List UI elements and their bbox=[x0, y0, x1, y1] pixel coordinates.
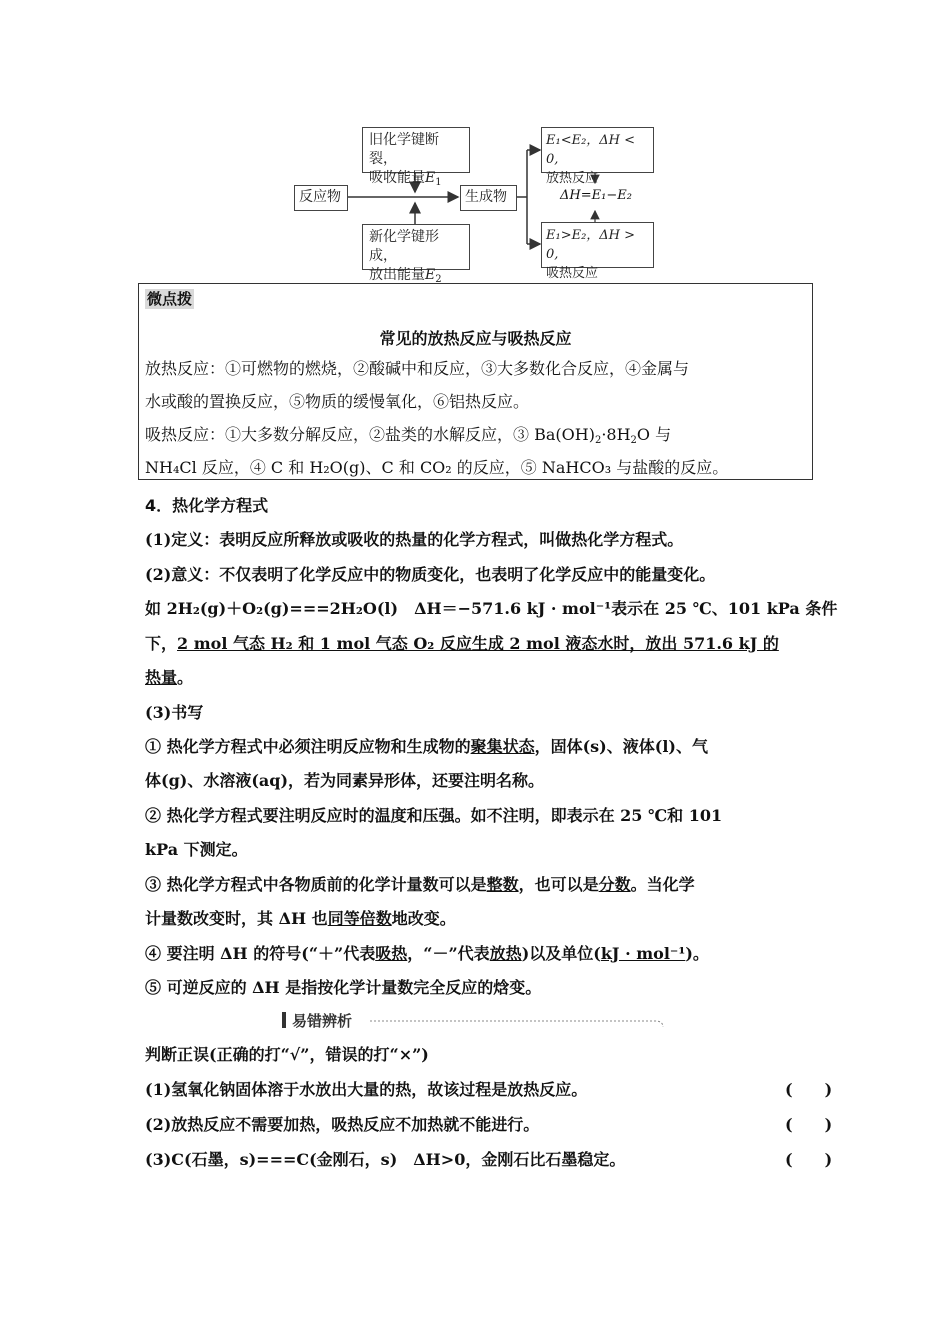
reactant-label: 反应物 bbox=[299, 189, 341, 205]
banner-bar-icon bbox=[282, 1012, 286, 1028]
error-item-2: (2)放热反应不需要加热，吸热反应不加热就不能进行。 bbox=[145, 1115, 540, 1134]
rule3-line1: ③ 热化学方程式中各物质前的化学计量数可以是整数，也可以是分数。当化学 bbox=[145, 875, 695, 894]
answer-blank-2: ( ) bbox=[785, 1115, 833, 1134]
form-bonds-line1: 新化学键形成， bbox=[369, 229, 439, 264]
tip-box bbox=[138, 283, 813, 480]
e2-sub: 2 bbox=[435, 274, 442, 285]
rule1-line2: 体(g)、水溶液(aq)，若为同素异形体，还要注明名称。 bbox=[145, 771, 545, 790]
rule1-line1: ① 热化学方程式中必须注明反应物和生成物的聚集状态，固体(s)、液体(l)、气 bbox=[145, 737, 708, 756]
form-bonds-line2: 放出能量 bbox=[369, 267, 425, 283]
tip-endo-line1: 吸热反应：①大多数分解反应，②盐类的水解反应，③ $Ba(OH)_2\cdot 8H_2O$ 与 bbox=[145, 425, 672, 446]
definition-line: (1)定义：表明反应所释放或吸收的热量的化学方程式，叫做热化学方程式。 bbox=[145, 530, 684, 549]
example-line2: 下，2 mol 气态 H₂ 和 1 mol 气态 O₂ 反应生成 2 mol 液态水时，放出 571.6 kJ 的 bbox=[145, 634, 779, 653]
answer-blank-1: ( ) bbox=[785, 1080, 833, 1099]
exo-condition: E₁<E₂，ΔH < 0, bbox=[546, 133, 636, 167]
break-bonds-line1: 旧化学键断裂， bbox=[369, 132, 439, 167]
banner-title: 易错辨析 bbox=[292, 1012, 353, 1030]
endo-condition: E₁>E₂，ΔH > 0, bbox=[546, 228, 636, 262]
form-bonds-box bbox=[362, 224, 470, 285]
tip-exo-line2: 水或酸的置换反应，⑤物质的缓慢氧化，⑥铝热反应。 bbox=[145, 392, 530, 411]
exo-label: 放热反应 bbox=[546, 171, 599, 186]
break-bonds-box bbox=[362, 127, 470, 188]
error-instruction: 判断正误(正确的打“√”，错误的打“×”) bbox=[145, 1045, 429, 1064]
rule4-line: ④ 要注明 ΔH 的符号(“＋”代表吸热，“－”代表放热)以及单位(kJ · mol⁻¹)。 bbox=[145, 944, 709, 963]
rule2-line2: kPa 下测定。 bbox=[145, 840, 248, 859]
tip-exo-line1: 放热反应：①可燃物的燃烧，②酸碱中和反应，③大多数化合反应，④金属与 bbox=[145, 359, 690, 378]
rule2-line1: ② 热化学方程式要注明反应时的温度和压强。如不注明，即表示在 25 ℃和 101 bbox=[145, 806, 723, 825]
endothermic-box bbox=[541, 222, 654, 281]
banner-dotted-line bbox=[370, 1012, 670, 1030]
tip-tag: 微点拨 bbox=[147, 290, 193, 308]
rule5-line: ⑤ 可逆反应的 ΔH 是指按化学计量数完全反应的焓变。 bbox=[145, 978, 542, 997]
tip-endo-line2: NH₄Cl 反应，④ C 和 H₂O(g)、C 和 CO₂ 的反应，⑤ NaHCO₃ 与盐酸的反应。 bbox=[145, 458, 729, 477]
example-line3: 热量。 bbox=[145, 668, 194, 687]
e1-symbol: E bbox=[425, 170, 436, 186]
diagram-arrows bbox=[0, 0, 950, 290]
writing-heading: (3)书写 bbox=[145, 703, 204, 722]
endo-label: 吸热反应 bbox=[546, 266, 599, 281]
section-heading: 4．热化学方程式 bbox=[145, 496, 269, 515]
tip-title: 常见的放热反应与吸热反应 bbox=[379, 329, 572, 348]
product-box bbox=[460, 185, 517, 211]
exothermic-box bbox=[541, 127, 654, 186]
product-label: 生成物 bbox=[465, 189, 507, 205]
meaning-line: (2)意义：不仅表明了化学反应中的物质变化，也表明了化学反应中的能量变化。 bbox=[145, 565, 716, 584]
e2-symbol: E bbox=[425, 267, 436, 283]
delta-h-formula: ΔH=E₁−E₂ bbox=[560, 188, 632, 203]
example-line1: 如 2H₂(g)＋O₂(g)===2H₂O(l) ΔH＝−571.6 kJ · mol⁻¹表示在 25 ℃、101 kPa 条件 bbox=[145, 599, 838, 618]
rule3-line2: 计量数改变时，其 ΔH 也同等倍数地改变。 bbox=[145, 909, 456, 928]
break-bonds-line2: 吸收能量 bbox=[369, 170, 425, 186]
error-item-1: (1)氢氧化钠固体溶于水放出大量的热，故该过程是放热反应。 bbox=[145, 1080, 588, 1099]
reactant-box bbox=[294, 185, 348, 211]
e1-sub: 1 bbox=[435, 177, 442, 188]
error-item-3: (3)C(石墨，s)===C(金刚石，s) ΔH>0，金刚石比石墨稳定。 bbox=[145, 1150, 626, 1169]
answer-blank-3: ( ) bbox=[785, 1150, 833, 1169]
